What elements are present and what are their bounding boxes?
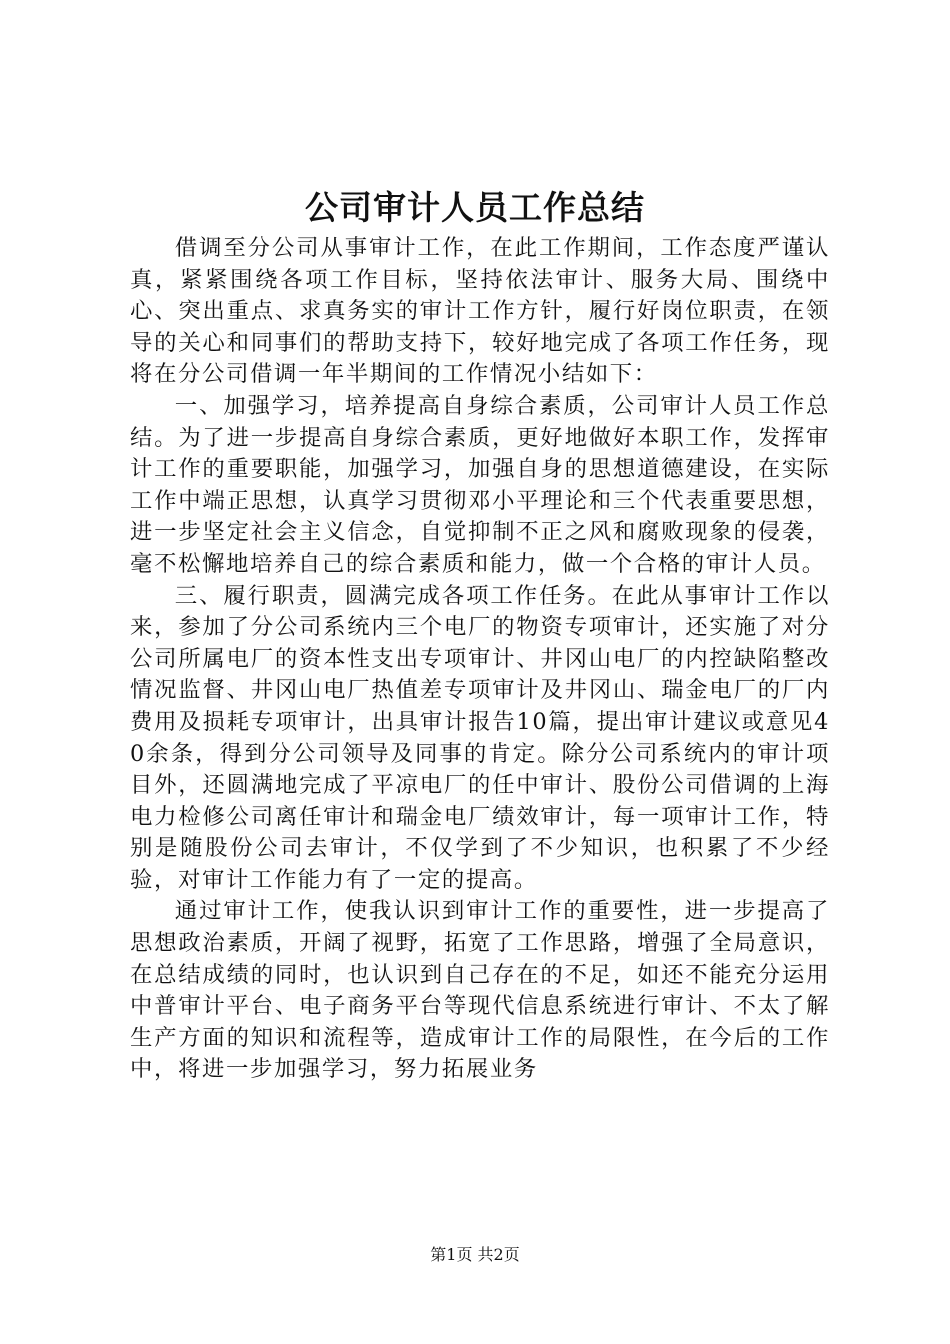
paragraph-intro: 借调至分公司从事审计工作，在此工作期间，工作态度严谨认真，紧紧围绕各项工作目标，坚持依法审计、服务大局、围绕中心、突出重点、求真务实的审计工作方针，履行好岗位职责，在领导的关心和同事们的帮助支持下，较好地完成了各项工作任务，现将在分公司借调一年半期间的工作情况小结如下：	[130, 235, 830, 388]
paragraph-duties: 三、履行职责，圆满完成各项工作任务。在此从事审计工作以来，参加了分公司系统内三个电厂的物资专项审计，还实施了对分公司所属电厂的资本性支出专项审计、井冈山电厂的内控缺陷整改情况监督、井冈山电厂热值差专项审计及井冈山、瑞金电厂的厂内费用及损耗专项审计，出具审计报告10篇，提出审计建议或意见40余条，得到分公司领导及同事的肯定。除分公司系统内的审计项目外，还圆满地完成了平凉电厂的任中审计、股份公司借调的上海电力检修公司离任审计和瑞金电厂绩效审计，每一项审计工作，特别是随股份公司去审计，不仅学到了不少知识，也积累了不少经验，对审计工作能力有了一定的提高。	[130, 582, 830, 893]
document-body	[130, 233, 830, 1086]
paragraph-study: 一、加强学习，培养提高自身综合素质，公司审计人员工作总结。为了进一步提高自身综合素质，更好地做好本职工作，发挥审计工作的重要职能，加强学习，加强自身的思想道德建设，在实际工作中端正思想，认真学习贯彻邓小平理论和三个代表重要思想，进一步坚定社会主义信念，自觉抑制不正之风和腐败现象的侵袭，毫不松懈地培养自己的综合素质和能力，做一个合格的审计人员。	[130, 392, 830, 577]
paragraph-reflection: 通过审计工作，使我认识到审计工作的重要性，进一步提高了思想政治素质，开阔了视野，拓宽了工作思路，增强了全局意识，在总结成绩的同时，也认识到自己存在的不足，如还不能充分运用中普审计平台、电子商务平台等现代信息系统进行审计、不太了解生产方面的知识和流程等，造成审计工作的局限性，在今后的工作中，将进一步加强学习，努力拓展业务	[130, 898, 830, 1083]
page-number-footer: 第1页 共2页	[430, 1245, 520, 1264]
document-title: 公司审计人员工作总结	[305, 188, 645, 227]
